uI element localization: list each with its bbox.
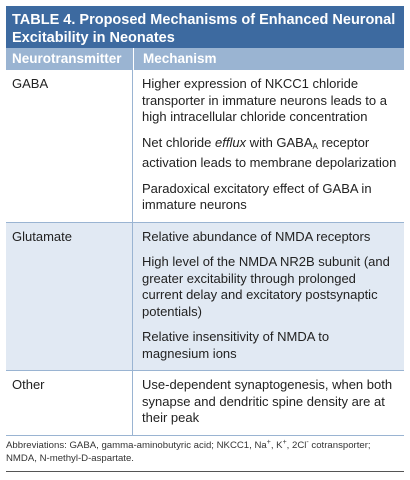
mechanism-item: Net chloride efflux with $GABA_A$ receptor activation leads to membrane depolarization <box>142 134 397 170</box>
mechanism-item: Relative insensitivity of NMDA to magnesium ions <box>142 329 330 361</box>
header-mechanism: Mechanism <box>133 48 404 70</box>
table-title: TABLE 4. Proposed Mechanisms of Enhanced Neuronal Excitability in Neonates <box>6 6 404 48</box>
neurotransmitter-cell: Other <box>6 371 133 435</box>
table-row <box>6 222 404 371</box>
neurotransmitter-cell: Glutamate <box>6 223 133 371</box>
neurotransmitter-cell: GABA <box>6 70 133 222</box>
table-header-row <box>6 48 404 70</box>
mechanism-item: Relative abundance of NMDA receptors <box>142 228 371 244</box>
mechanism-item: Use-dependent synaptogenesis, when both synapse and dendritic spine density are at their peak <box>142 377 393 425</box>
bottom-rule <box>6 471 404 472</box>
mechanism-cell <box>133 223 404 371</box>
mechanism-item: Higher expression of NKCC1 chloride transporter in immature neurons leads to a high intracellular chloride concentration <box>142 76 387 124</box>
mechanisms-table <box>6 6 404 436</box>
mechanism-cell <box>133 371 404 435</box>
mechanism-cell <box>133 70 404 222</box>
abbreviations-note: Abbreviations: GABA, gamma-aminobutyric acid; NKCC1, Na+, K+, 2Cl- cotransporter; NMDA, N-methyl-D-aspartate. <box>6 439 371 465</box>
mechanism-item: High level of the NMDA NR2B subunit (and greater excitability through prolonged current delay and excitatory postsynaptic potentials) <box>142 254 390 319</box>
table-row <box>6 70 404 222</box>
header-neurotransmitter: Neurotransmitter <box>12 51 122 66</box>
mechanism-item: Paradoxical excitatory effect of GABA in immature neurons <box>142 180 372 212</box>
table-row <box>6 370 404 435</box>
